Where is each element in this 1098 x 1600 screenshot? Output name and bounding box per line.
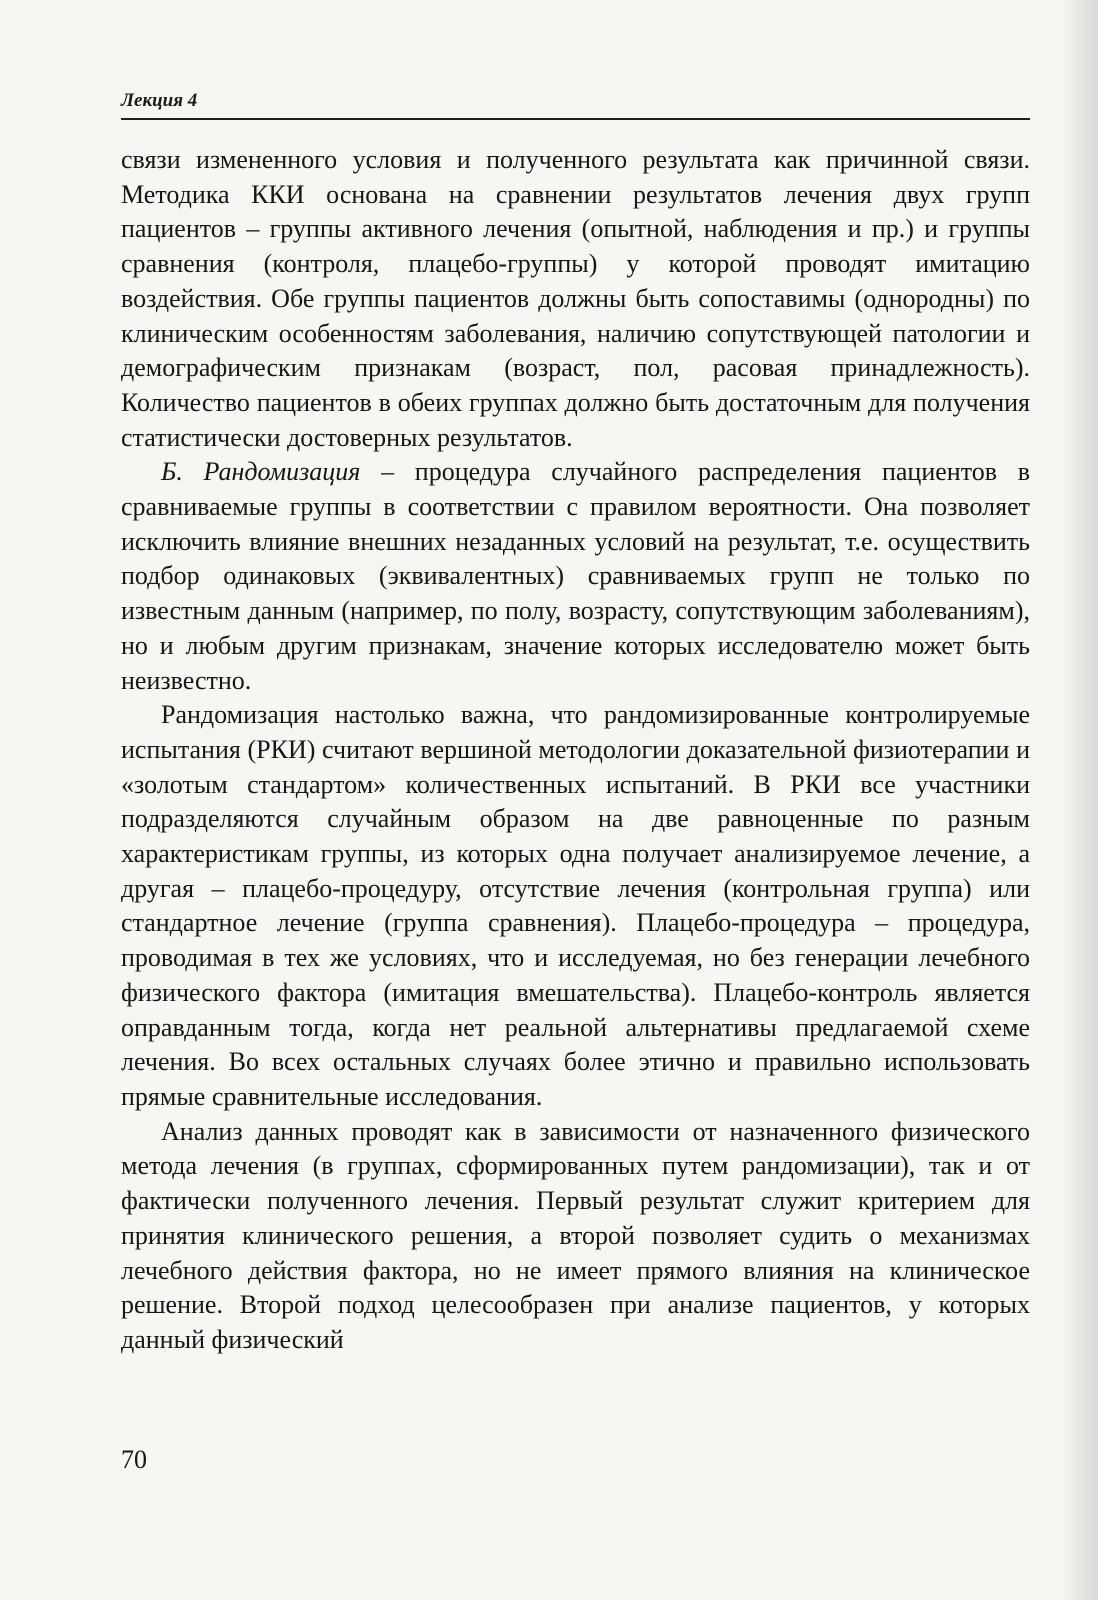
paragraph-text: – процедура случайного распределения пациентов в сравниваемые группы в соответствии с правилом вероятности. Она позволяет исключить влияние внешних незаданных условий на результат, т.е. осуществить подбор одинаковых (эквивалентных) сравниваемых групп не только по известным данным (например, по полу, возрасту, сопутствующим заболеваниям), но и любым другим признакам, значение которых исследователю может быть неизвестно. xyxy=(121,457,1030,695)
body-text xyxy=(121,143,1030,1358)
paragraph-3 xyxy=(121,698,1030,1114)
page-edge-shadow xyxy=(1064,0,1098,1600)
paragraph-text: Анализ данных проводят как в зависимости от назначенного физического метода лечения (в группах, сформированных путем рандомизации), так и от фактически полученного лечения. Первый результат служит критерием для принятия клинического решения, а второй позволяет судить о механизмах лечебного действия фактора, но не имеет прямого влияния на клиническое решение. Второй подход целесообразен при анализе пациентов, у которых данный физический xyxy=(121,1116,1030,1354)
header-rule xyxy=(121,118,1030,120)
page-number: 70 xyxy=(121,1445,147,1474)
paragraph-1 xyxy=(121,143,1030,455)
paragraph-text: связи измененного условия и полученного результата как причинной связи. Методика ККИ основана на сравнении результатов лечения двух групп пациентов – группы активного лечения (опытной, наблюдения и пр.) и группы сравнения (контроля, плацебо-группы) у которой проводят имитацию воздействия. Обе группы пациентов должны быть сопоставимы (однородны) по клиническим особенностям заболевания, наличию сопутствующей патологии и демографическим признакам (возраст, пол, расовая принадлежность). Количество пациентов в обеих группах должно быть достаточным для получения статистически достоверных результатов. xyxy=(121,145,1030,452)
paragraph-text: Рандомизация настолько важна, что рандомизированные контролируемые испытания (РКИ) считают вершиной методологии доказательной физиотерапии и «золотым стандартом» количественных испытаний. В РКИ все участники подразделяются случайным образом на две равноценные по разным характеристикам группы, из которых одна получает анализируемое лечение, а другая – плацебо-процедуру, отсутствие лечения (контрольная группа) или стандартное лечение (группа сравнения). Плацебо-процедура – процедура, проводимая в тех же условиях, что и исследуемая, но без генерации лечебного физического фактора (имитация вмешательства). Плацебо-контроль является оправданным тогда, когда нет реальной альтернативы предлагаемой схеме лечения. Во всех остальных случаях более этично и правильно использовать прямые сравнительные исследования. xyxy=(121,700,1030,1111)
paragraph-4 xyxy=(121,1115,1030,1358)
running-header: Лекция 4 xyxy=(121,90,198,111)
paragraph-lead-term: Б. Рандомизация xyxy=(161,457,361,487)
paragraph-2 xyxy=(121,455,1030,698)
